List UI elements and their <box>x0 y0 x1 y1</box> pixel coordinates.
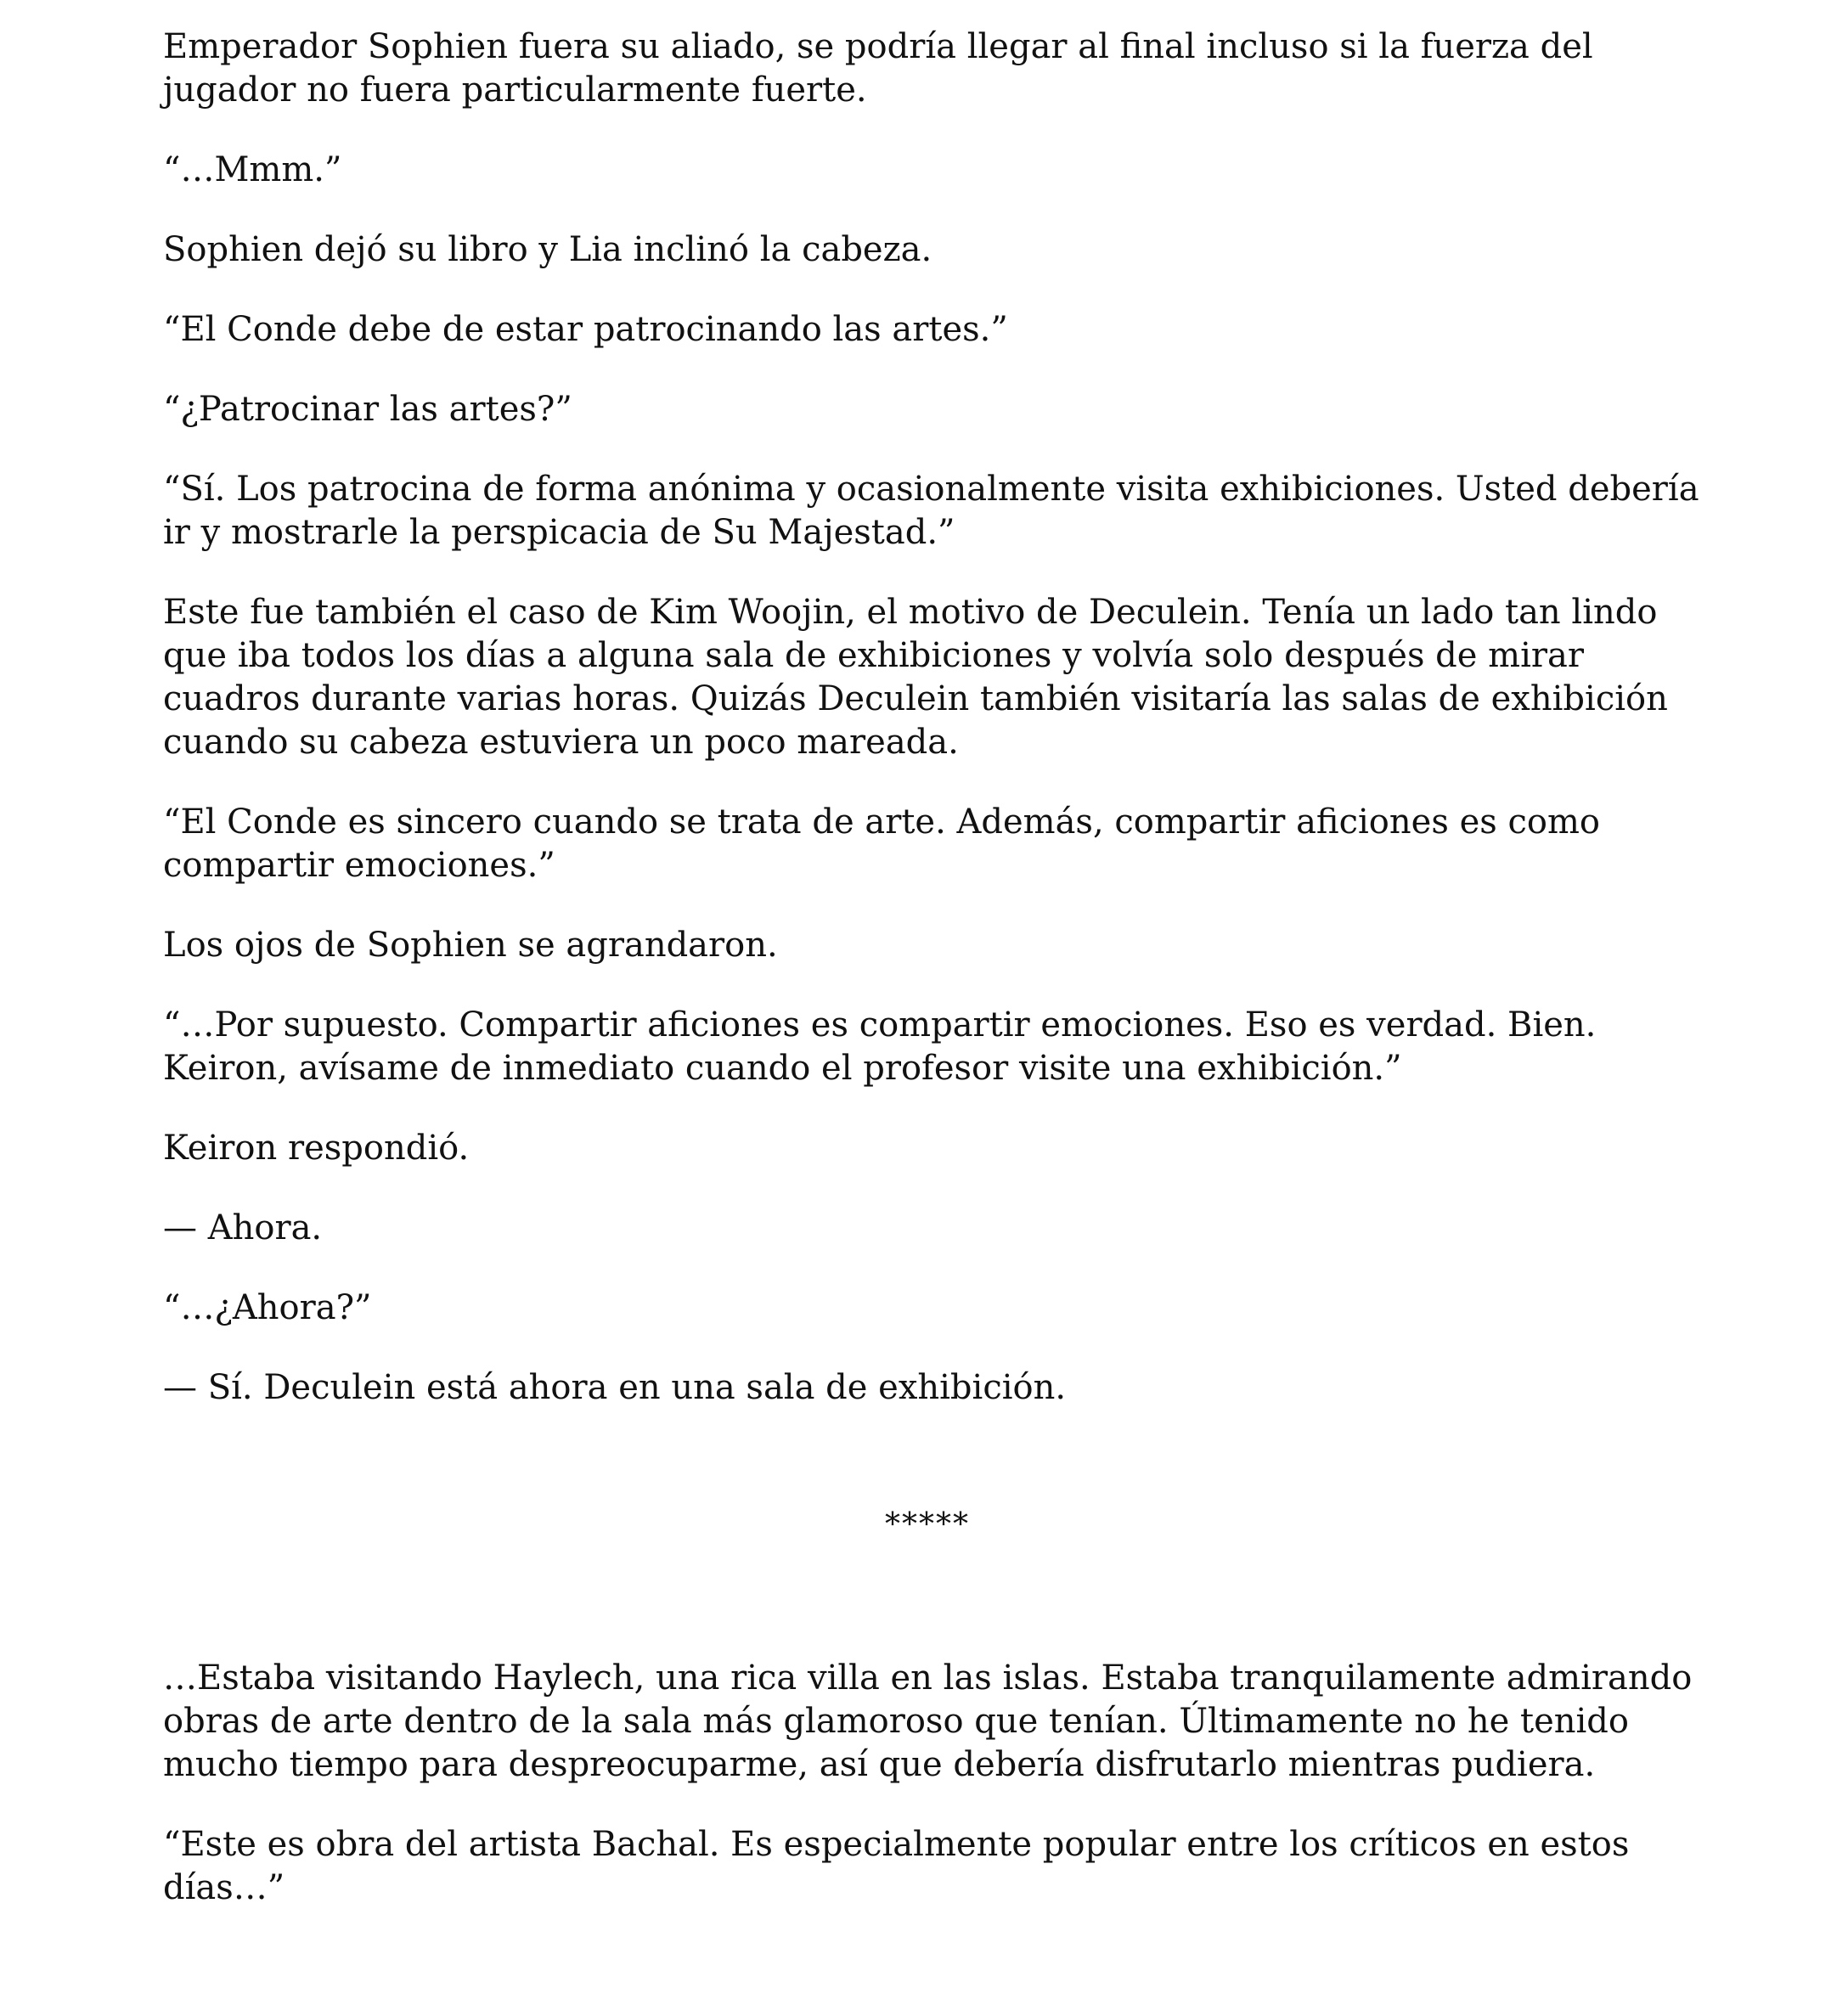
paragraph: “¿Patrocinar las artes?” <box>163 390 572 429</box>
paragraph: “…Por supuesto. Compartir aficiones es compartir emociones. Eso es verdad. Bien. Keiron, avísame de inmediato cuando el profesor visite una exhibición.” <box>163 1005 1597 1088</box>
scene-separator: ***** <box>885 1507 970 1542</box>
paragraph: “Sí. Los patrocina de forma anónima y ocasionalmente visita exhibiciones. Usted debería ir y mostrarle la perspicacia de Su Majestad.” <box>163 470 1699 552</box>
paragraph: Emperador Sophien fuera su aliado, se podría llegar al final incluso si la fuerza del jugador no fuera particularmente fuerte. <box>163 27 1593 110</box>
paragraph: “…Mmm.” <box>163 150 342 189</box>
paragraph: “El Conde debe de estar patrocinando las artes.” <box>163 310 1008 349</box>
paragraph: — Ahora. <box>163 1208 323 1247</box>
paragraph: — Sí. Deculein está ahora en una sala de exhibición. <box>163 1368 1067 1407</box>
paragraph: “…¿Ahora?” <box>163 1288 372 1327</box>
paragraph: Sophien dejó su libro y Lia inclinó la cabeza. <box>163 230 932 269</box>
paragraph: Keiron respondió. <box>163 1129 470 1168</box>
paragraph: …Estaba visitando Haylech, una rica villa en las islas. Estaba tranquilamente admirando obras de arte dentro de la sala más glamoroso que tenían. Últimamente no he tenido mucho tiempo para despreocuparme, así que debería disfrutarlo mientras pudiera. <box>163 1658 1693 1784</box>
paragraph: “El Conde es sincero cuando se trata de arte. Además, compartir aficiones es como compartir emociones.” <box>163 802 1600 885</box>
document-page <box>163 25 1709 1946</box>
paragraph: “Este es obra del artista Bachal. Es especialmente popular entre los críticos en estos días…” <box>163 1825 1630 1907</box>
paragraph: Los ojos de Sophien se agrandaron. <box>163 926 778 965</box>
paragraph: Este fue también el caso de Kim Woojin, el motivo de Deculein. Tenía un lado tan lindo que iba todos los días a alguna sala de exhibiciones y volvía solo después de mirar cuadros durante varias horas. Quizás Deculein también visitaría las salas de exhibición cuando su cabeza estuviera un poco mareada. <box>163 593 1668 762</box>
